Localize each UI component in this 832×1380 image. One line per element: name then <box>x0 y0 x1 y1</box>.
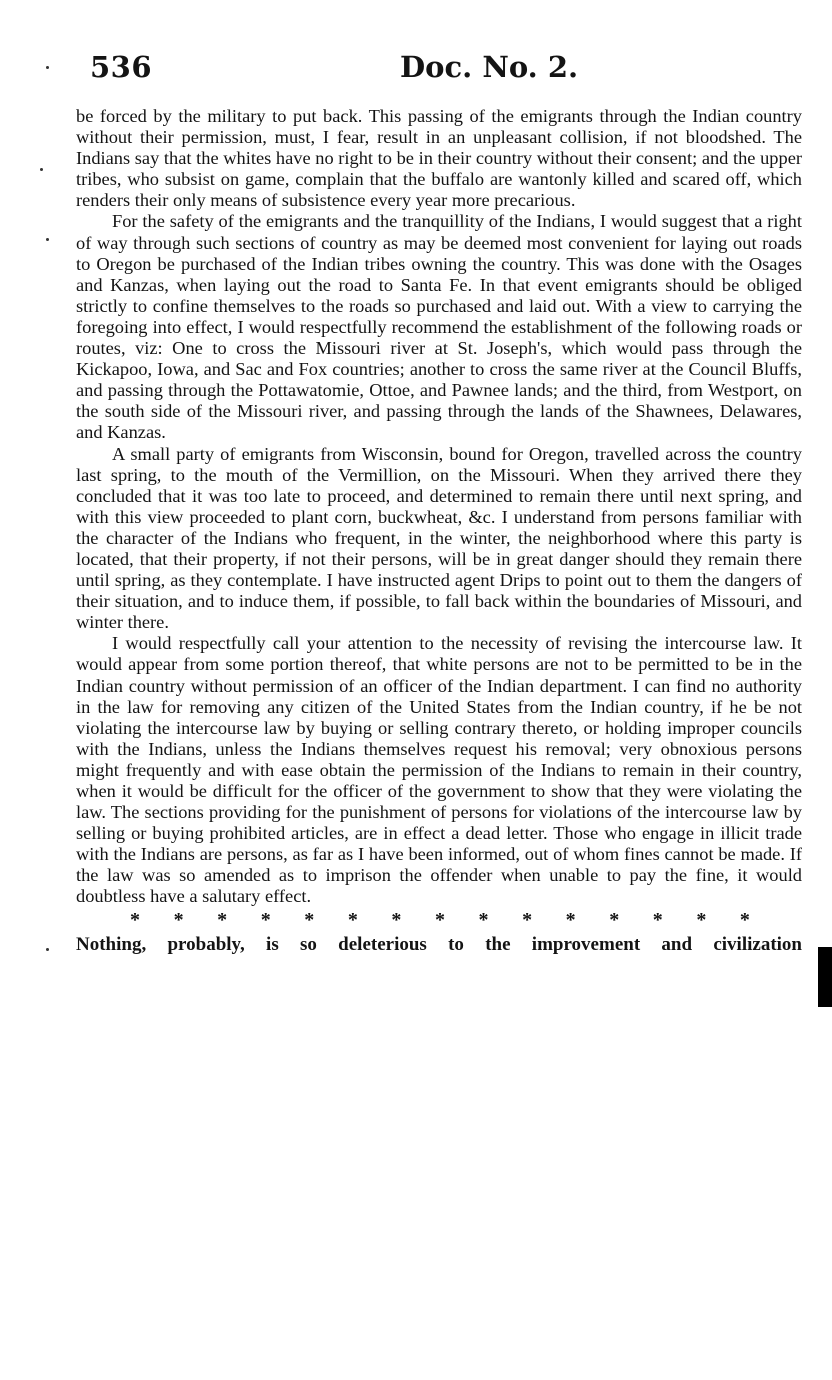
scan-speck <box>46 238 49 241</box>
scan-edge-mark <box>818 947 832 1007</box>
paragraph-2: For the safety of the emigrants and the tranquillity of the Indians, I would suggest that a right of way through such sections of country as may be deemed most convenient for laying out roads to Oregon be purchased of the Indian tribes owning the country. This was done with the Osages and Kanzas, when laying out the road to Santa Fe. In that event emigrants should be obliged strictly to confine themselves to the roads so purchased and laid out. With a view to carrying the foregoing into effect, I would respectfully recommend the establishment of the following roads or routes, viz: One to cross the Missouri river at St. Joseph's, which would pass through the Kickapoo, Iowa, and Sac and Fox countries; another to cross the same river at the Council Bluffs, and passing through the Pottawatomie, Ottoe, and Pawnee lands; and the third, from Westport, on the south side of the Missouri river, and passing through the lands of the Shawnees, Delawares, and Kanzas. <box>76 211 802 443</box>
paragraph-1: be forced by the military to put back. This passing of the emigrants through the Indian country without their permission, must, I fear, result in an unpleasant collision, if not bloodshed. The Indians say that the whites have no right to be in their country without their consent; and the upper tribes, who subsist on game, complain that the buffalo are wantonly killed and scared off, which renders their only means of subsistence every year more precarious. <box>76 106 802 211</box>
closing-line: Nothing, probably, is so deleterious to the improvement and civilization <box>76 933 802 955</box>
asterisk: * <box>173 908 184 931</box>
page-header <box>90 50 579 90</box>
asterisk: * <box>696 908 707 931</box>
scan-speck <box>46 66 49 69</box>
asterisk: * <box>609 908 620 931</box>
asterisk: * <box>434 908 445 931</box>
page-number: 536 <box>90 50 153 84</box>
asterisk: * <box>217 908 228 931</box>
scan-speck <box>40 168 43 171</box>
asterisk: * <box>347 908 358 931</box>
paragraph-4: I would respectfully call your attention to the necessity of revising the intercourse law. It would appear from some portion thereof, that white persons are not to be permitted to be in the Indian country without permission of an officer of the Indian department. I can find no authority in the law for removing any citizen of the United States from the Indian country, if he be not violating the intercourse law by buying or selling contrary thereto, or holding improper councils with the Indians, unless the Indians themselves request his removal; very obnoxious persons might frequently and with ease obtain the permission of the Indians to remain in their country, when it would be difficult for the officer of the government to show that they were violating the law. The sections providing for the punishment of persons for violations of the intercourse law by selling or buying prohibited articles, are in effect a dead letter. Those who engage in illicit trade with the Indians are persons, as far as I have been informed, out of whom fines cannot be made. If the law was so amended as to imprison the offender when unable to pay the fine, it would doubtless have a salutary effect. <box>76 633 802 907</box>
asterisk: * <box>522 908 533 931</box>
asterisk: * <box>565 908 576 931</box>
scan-speck <box>46 948 49 951</box>
asterisk: * <box>260 908 271 931</box>
paragraph-3: A small party of emigrants from Wisconsin, bound for Oregon, travelled across the country last spring, to the mouth of the Vermillion, on the Missouri. When they arrived there they concluded that it was too late to proceed, and determined to remain there until next spring, and with this view proceeded to plant corn, buckwheat, &c. I understand from persons familiar with the character of the Indians who frequent, in the winter, the neighborhood where this party is located, that their property, if not their persons, will be in great danger should they remain there until spring, as they contemplate. I have instructed agent Drips to point out to them the dangers of their situation, and to induce them, if possible, to fall back within the boundaries of Missouri, and winter there. <box>76 443 802 633</box>
body-text <box>76 106 802 955</box>
document-label: Doc. No. 2. <box>400 50 579 84</box>
asterisk: * <box>478 908 489 931</box>
asterisk: * <box>391 908 402 931</box>
asterisk: * <box>304 908 315 931</box>
asterisk: * <box>652 908 663 931</box>
asterisk: * <box>739 908 750 931</box>
asterisk: * <box>130 908 140 931</box>
section-break-asterisks <box>76 910 802 932</box>
